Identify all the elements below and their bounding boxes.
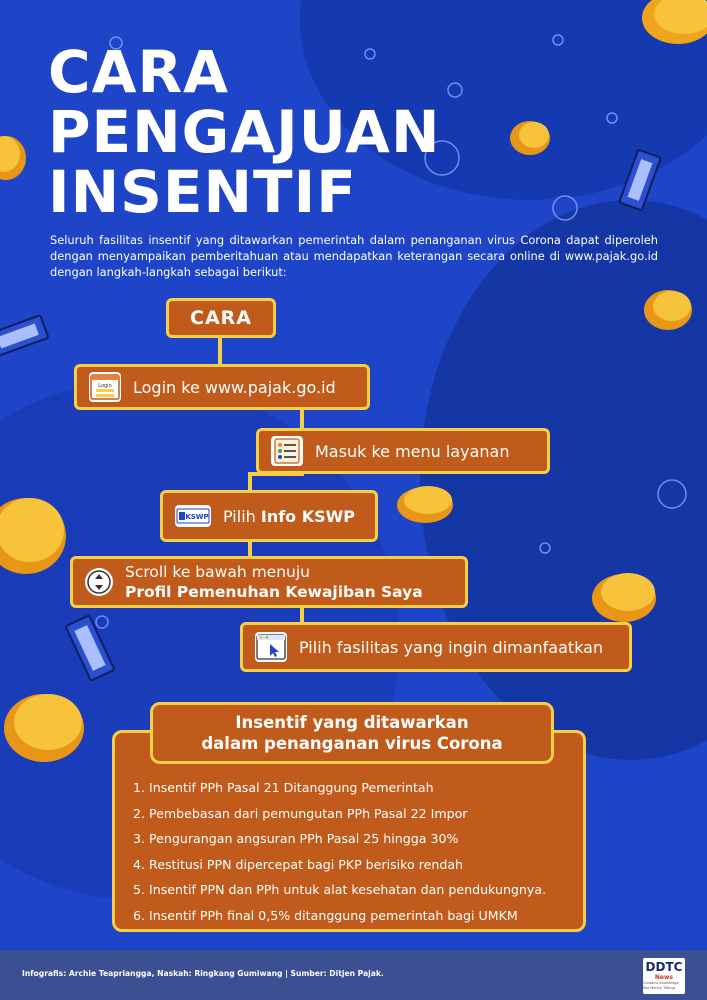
list-item: 4. Restitusi PPN dipercepat bagi PKP berisiko rendah xyxy=(133,856,464,872)
ddtc-news-logo xyxy=(643,958,685,994)
page-title xyxy=(48,38,441,226)
title-line: PENGAJUAN xyxy=(48,98,441,166)
list-item: 2. Pembebasan dari pemungutan PPh Pasal 22 Impor xyxy=(133,805,468,821)
step-scroll-text: Scroll ke bawah menuju xyxy=(125,563,310,581)
svg-text:KSWP: KSWP xyxy=(185,513,209,521)
menu-list-icon xyxy=(271,436,303,466)
step-login-label: Login ke www.pajak.go.id xyxy=(133,377,336,397)
step-scroll-label xyxy=(125,562,423,602)
logo-sub: News xyxy=(654,974,674,981)
login-window-icon xyxy=(89,372,121,402)
bubble-icon xyxy=(448,83,462,97)
incentive-heading-line: dalam penanganan virus Corona xyxy=(201,734,503,753)
step-scroll-bold: Profil Pemenuhan Kewajiban Saya xyxy=(125,583,423,601)
bubble-icon xyxy=(540,543,550,553)
footer xyxy=(0,950,707,1000)
connector-line xyxy=(218,336,222,366)
step-fasilitas-label: Pilih fasilitas yang ingin dimanfaatkan xyxy=(299,637,604,657)
kswp-icon xyxy=(175,505,211,527)
bubble-icon xyxy=(96,616,108,628)
list-item: 5. Insentif PPN dan PPh untuk alat kesehatan dan pendukungnya. xyxy=(133,882,547,898)
connector-line xyxy=(300,408,304,430)
svg-text:Login: Login xyxy=(98,383,112,389)
list-item: 1. Insentif PPh Pasal 21 Ditanggung Pemerintah xyxy=(133,780,434,795)
title-line: INSENTIF xyxy=(48,158,357,226)
step-info-kswp xyxy=(160,490,378,542)
intro-text: Seluruh fasilitas insentif yang ditawarkan pemerintah dalam penanganan virus Corona dapat diperoleh dengan menyampaikan pemberitahuan atau mendapatkan keterangan secara online di www.pajak.go.id dengan langkah-langkah sebagai berikut: xyxy=(50,233,658,279)
incentive-heading xyxy=(150,702,554,764)
coin-icon xyxy=(653,291,691,321)
scroll-icon xyxy=(85,568,113,596)
step-scroll xyxy=(70,556,468,608)
bubble-icon xyxy=(553,196,577,220)
footer-credits: Infografis: Archie Teapriangga, Naskah: Ringkang Gumiwang | Sumber: Ditjen Pajak. xyxy=(22,969,384,978)
bubble-icon xyxy=(607,113,617,123)
step-kswp-bold: Info KSWP xyxy=(260,506,356,526)
list-item: 6. Insentif PPh final 0,5% ditanggung pemerintah bagi UMKM xyxy=(133,907,518,923)
bubble-icon xyxy=(658,480,686,508)
incentive-list xyxy=(133,775,583,929)
step-menu-layanan xyxy=(256,428,550,474)
title-line: CARA xyxy=(48,38,230,106)
step-kswp-text: Pilih xyxy=(223,506,261,526)
money-bill-icon xyxy=(0,315,48,357)
step-login xyxy=(74,364,370,410)
logo-tagline: Contains Knowledge, Not Merely Tidings xyxy=(643,981,680,990)
money-bill-icon xyxy=(619,150,661,211)
step-kswp-label xyxy=(223,507,355,526)
incentive-heading-line: Insentif yang ditawarkan xyxy=(235,713,469,732)
coin-icon xyxy=(404,486,452,514)
logo-main: DDTC xyxy=(645,960,683,974)
coin-icon xyxy=(601,573,655,611)
coin-icon xyxy=(519,122,549,148)
browser-cursor-icon xyxy=(255,632,287,662)
list-item: 3. Pengurangan angsuran PPh Pasal 25 hingga 30% xyxy=(133,831,459,847)
coin-icon xyxy=(14,694,82,750)
step-pilih-fasilitas xyxy=(240,622,632,672)
cara-label: CARA xyxy=(166,298,276,338)
bubble-icon xyxy=(553,35,563,45)
step-menu-label: Masuk ke menu layanan xyxy=(315,441,510,461)
